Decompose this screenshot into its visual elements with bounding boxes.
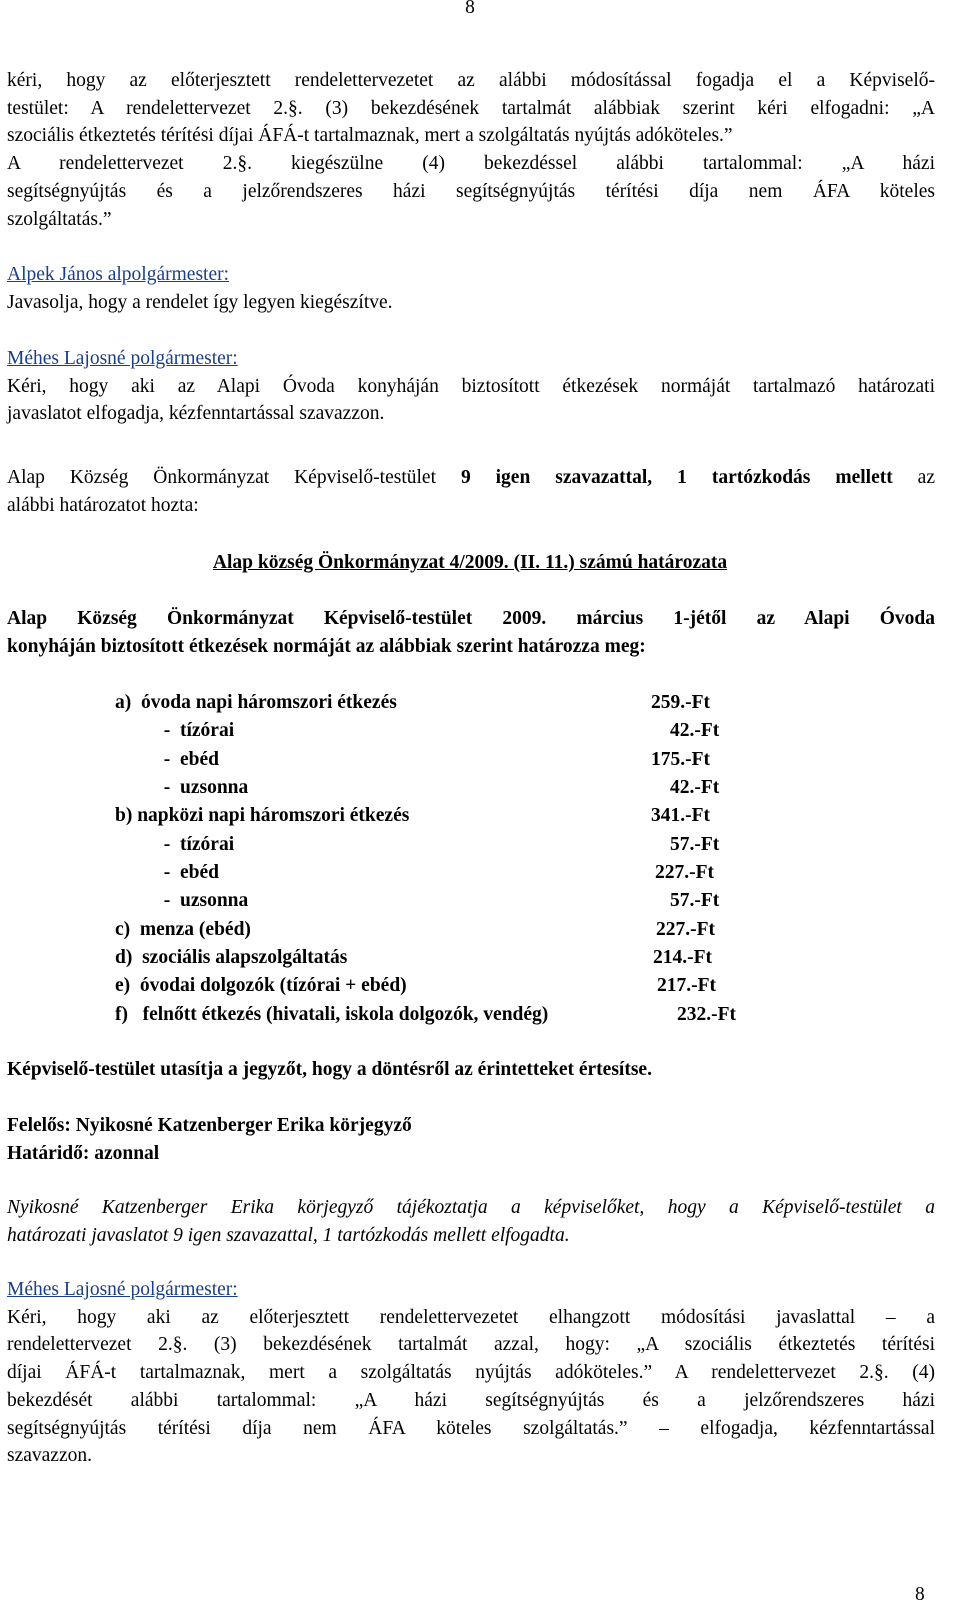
- text-line: Nyikosné Katzenberger Erika körjegyző tájékoztatja a képviselőket, hogy a Képviselő-testület a: [7, 1197, 935, 1218]
- instruction: [7, 1056, 935, 1084]
- text-line: határozati javaslatot 9 igen szavazattal, 1 tartózkodás mellett elfogadta.: [7, 1224, 570, 1246]
- item-label: - ebéd: [115, 748, 219, 770]
- item-label: e) óvodai dolgozók (tízórai + ebéd): [115, 975, 407, 997]
- item-label: - tízórai: [115, 833, 235, 855]
- speaker-block-mehes-2: [7, 1276, 935, 1470]
- item-label: a) óvoda napi háromszori étkezés: [115, 692, 397, 713]
- resolution-body: [7, 605, 935, 660]
- text-line: konyháján biztosított étkezések normáját az alábbiak szerint határozza meg:: [7, 635, 646, 657]
- notary-note: [7, 1194, 935, 1249]
- item-price: 57.-Ft: [670, 890, 720, 912]
- text-line: Kéri, hogy aki az előterjesztett rendelettervezetet elhangzott módosítási javaslattal – a: [7, 1306, 935, 1328]
- item-label: c) menza (ebéd): [115, 918, 251, 940]
- speaker-statement: Javasolja, hogy a rendelet így legyen kiegészítve.: [7, 291, 393, 313]
- text-line: javaslatot elfogadja, kézfenntartással szavazzon.: [7, 403, 385, 425]
- text-line: segítségnyújtás és a jelzőrendszeres házi segítségnyújtás térítési díja nem ÁFA köteles: [7, 180, 935, 202]
- responsible-line: Felelős: Nyikosné Katzenberger Erika körjegyző: [7, 1115, 412, 1136]
- page-number-bottom: 8: [915, 1584, 925, 1605]
- text-line: testület: A rendelettervezet 2.§. (3) bekezdésének tartalmát alábbiak szerint kéri elfogadni: „A: [7, 97, 935, 119]
- text-line: bekezdését alábbi tartalommal: „A házi segítségnyújtás és a jelzőrendszeres házi: [7, 1389, 935, 1411]
- item-label: f) felnőtt étkezés (hivatali, iskola dolgozók, vendég): [115, 1003, 549, 1025]
- text-line: Alap Község Önkormányzat Képviselő-testület 2009. március 1-jétől az Alapi Óvoda: [7, 608, 935, 629]
- item-price: 227.-Ft: [655, 862, 715, 884]
- item-price: 42.-Ft: [670, 720, 720, 742]
- speaker-name: Méhes Lajosné polgármester:: [7, 1279, 238, 1300]
- text-line: segítségnyújtás térítési díja nem ÁFA köteles szolgáltatás.” – elfogadja, kézfenntartással: [7, 1417, 935, 1439]
- vote-suffix: az: [892, 467, 935, 488]
- paragraph-amendment-request: [7, 67, 935, 233]
- text-line: Kéri, hogy aki az Alapi Óvoda konyháján biztosított étkezések normáját tartalmazó határozati: [7, 375, 935, 397]
- speaker-name: Alpek János alpolgármester:: [7, 264, 230, 285]
- vote-line: [7, 464, 935, 492]
- item-price: 341.-Ft: [651, 805, 711, 827]
- speaker-name: Méhes Lajosné polgármester:: [7, 348, 238, 369]
- text-line: alábbi határozatot hozta:: [7, 494, 199, 516]
- item-label: - ebéd: [115, 862, 219, 884]
- text-line: szociális étkeztetés térítési díjai ÁFÁ-t tartalmaznak, mert a szolgáltatás nyújtás adóköteles.”: [7, 125, 733, 147]
- resolution-title-text: Alap község Önkormányzat 4/2009. (II. 11.) számú határozata: [212, 552, 728, 573]
- item-label: - uzsonna: [115, 777, 249, 799]
- speaker-block-mehes-1: [7, 345, 935, 428]
- item-label: b) napközi napi háromszori étkezés: [115, 805, 410, 827]
- item-price: 217.-Ft: [657, 975, 717, 997]
- instruction-text: Képviselő-testület utasítja a jegyzőt, hogy a döntésről az érintetteket értesítse.: [7, 1059, 652, 1080]
- text-line: szolgáltatás.”: [7, 208, 112, 230]
- item-price: 259.-Ft: [651, 692, 711, 713]
- text-line: szavazzon.: [7, 1445, 92, 1467]
- text-line: kéri, hogy az előterjesztett rendelettervezetet az alábbi módosítással fogadja el a Képviselő-: [7, 70, 935, 91]
- responsible-deadline: [7, 1112, 935, 1167]
- text-line: rendelettervezet 2.§. (3) bekezdésének tartalmát azzal, hogy: „A szociális étkeztetés térítési: [7, 1334, 935, 1356]
- item-price: 214.-Ft: [653, 947, 713, 969]
- deadline-line: Határidő: azonnal: [7, 1142, 160, 1164]
- item-label: - tízórai: [115, 720, 235, 742]
- vote-count: 9 igen szavazattal, 1 tartózkodás mellett: [460, 467, 893, 488]
- item-price: 227.-Ft: [656, 918, 716, 940]
- item-price: 232.-Ft: [677, 1003, 737, 1025]
- page-number-top: 8: [465, 0, 475, 18]
- resolution-title: [0, 549, 940, 577]
- speaker-block-alpek: [7, 261, 935, 316]
- vote-prefix: Alap Község Önkormányzat Képviselő-testület: [7, 467, 461, 488]
- item-label: - uzsonna: [115, 890, 249, 912]
- text-line: díjai ÁFÁ-t tartalmaznak, mert a szolgáltatás nyújtás adóköteles.” A rendelettervezet 2.§. (4): [7, 1362, 935, 1384]
- item-price: 42.-Ft: [670, 777, 720, 799]
- item-price: 57.-Ft: [670, 833, 720, 855]
- item-label: d) szociális alapszolgáltatás: [115, 947, 348, 969]
- vote-result: [7, 464, 935, 519]
- text-line: A rendelettervezet 2.§. kiegészülne (4) bekezdéssel alábbi tartalommal: „A házi: [7, 153, 935, 175]
- item-price: 175.-Ft: [651, 748, 711, 770]
